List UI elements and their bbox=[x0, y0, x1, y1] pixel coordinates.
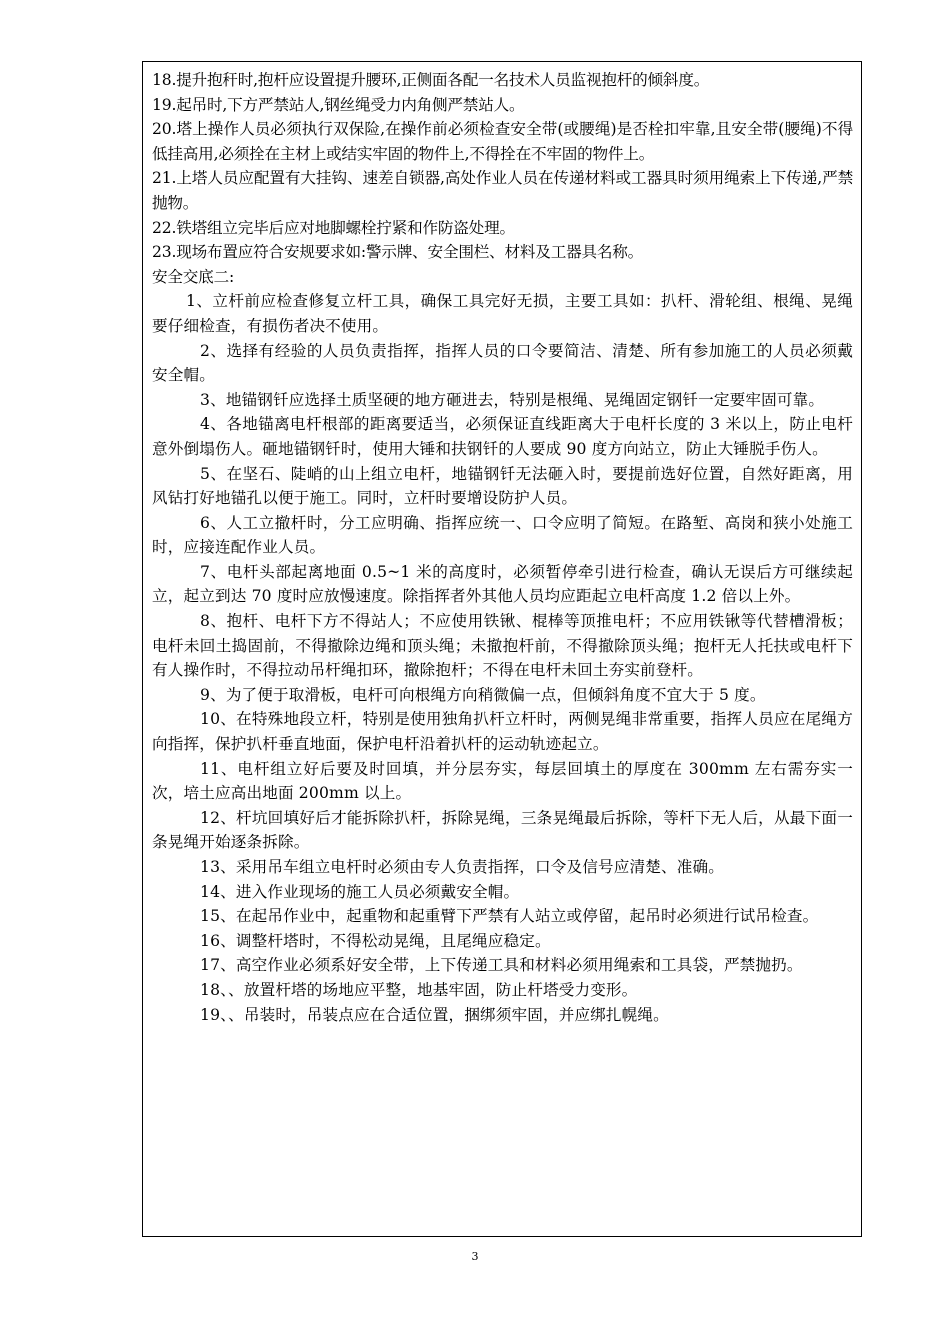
clause-18: 18.提升抱秆时,抱杆应设置提升腰环,正侧面各配一名技术人员监视抱杆的倾斜度。 bbox=[152, 71, 710, 89]
item-7: 7、电杆头部起离地面 0.5~1 米的高度时，必须暂停牵引进行检查，确认无误后方可继续起立，起立到达 70 度时应放慢速度。除指挥者外其他人员均应距起立电杆高度 1.2 倍以上外。 bbox=[152, 562, 853, 606]
item-13: 13、采用吊车组立电杆时必须由专人负责指挥，口令及信号应清楚、准确。 bbox=[200, 858, 724, 876]
clause-22: 22.铁塔组立完毕后应对地脚螺栓拧紧和作防盗处理。 bbox=[152, 218, 515, 237]
content-frame bbox=[142, 61, 862, 1237]
clause-23: 23.现场布置应符合安规要求如:警示牌、安全围栏、材料及工器具名称。 bbox=[152, 243, 644, 262]
item-2: 2、选择有经验的人员负责指挥，指挥人员的口令要简洁、清楚、所有参加施工的人员必须戴安全帽。 bbox=[152, 341, 853, 385]
item-15: 15、在起吊作业中，起重物和起重臂下严禁有人站立或停留，起吊时必须进行试吊检查。 bbox=[200, 907, 819, 926]
item-5: 5、在坚石、陡峭的山上组立电杆，地锚钢钎无法砸入时，要提前选好位置，自然好距离，用风钻打好地锚孔以便于施工。同时，立杆时要增设防护人员。 bbox=[152, 464, 853, 508]
item-6: 6、人工立撤杆时，分工应明确、指挥应统一、口令应明了简短。在路堑、高岗和狭小处施工时，应接连配作业人员。 bbox=[152, 513, 853, 557]
item-16: 16、调整杆塔时，不得松动晃绳，且尾绳应稳定。 bbox=[200, 931, 551, 950]
item-19: 19、、吊装时，吊装点应在合适位置，捆绑须牢固，并应绑扎幌绳。 bbox=[200, 1005, 669, 1024]
item-17: 17、高空作业必须系好安全带，上下传递工具和材料必须用绳索和工具袋，严禁抛扔。 bbox=[200, 956, 803, 975]
item-1: 1、立杆前应检查修复立杆工具，确保工具完好无损，主要工具如：扒杆、滑轮组、根绳、晃绳要仔细检查，有损伤者决不使用。 bbox=[152, 292, 853, 335]
clause-19: 19.起吊时,下方严禁站人,钢丝绳受力内角侧严禁站人。 bbox=[152, 95, 525, 114]
item-14: 14、进入作业现场的施工人员必须戴安全帽。 bbox=[200, 882, 520, 901]
section-heading: 安全交底二: bbox=[152, 267, 235, 286]
item-10: 10、在特殊地段立杆，特别是使用独角扒杆立杆时，两侧晃绳非常重要，指挥人员应在尾绳方向指挥，保护扒杆垂直地面，保护电杆沿着扒杆的运动轨迹起立。 bbox=[152, 710, 853, 754]
clause-21: 21.上塔人员应配置有大挂钩、速差自锁器,高处作业人员在传递材料或工器具时须用绳索上下传递,严禁抛物。 bbox=[152, 169, 853, 212]
page-number: 3 bbox=[471, 1250, 479, 1263]
item-9: 9、为了便于取滑板，电杆可向根绳方向稍微偏一点，但倾斜角度不宜大于 5 度。 bbox=[200, 685, 766, 704]
item-12: 12、杆坑回填好后才能拆除扒杆，拆除晃绳，三条晃绳最后拆除，等杆下无人后，从最下面一条晃绳开始逐条拆除。 bbox=[152, 808, 853, 852]
item-18: 18、、放置杆塔的场地应平整，地基牢固，防止杆塔受力变形。 bbox=[200, 980, 638, 999]
item-3: 3、地锚钢钎应选择土质坚硬的地方砸进去，特别是根绳、晃绳固定钢钎一定要牢固可靠。 bbox=[200, 390, 825, 409]
item-11: 11、电杆组立好后要及时回填，并分层夯实，每层回填土的厚度在 300mm 左右需夯实一次，培土应高出地面 200mm 以上。 bbox=[152, 759, 853, 803]
item-8: 8、抱杆、电杆下方不得站人；不应使用铁锹、棍棒等顶推电杆；不应用铁锹等代替槽滑板；电杆未回土捣固前，不得撤除边绳和顶头绳；未撤抱杆前，不得撤除顶头绳；抱杆无人托扶或电杆下有人操作时，不得拉动吊杆绳扣环，撤除抱杆；不得在电杆未回土夯实前登杆。 bbox=[152, 612, 853, 680]
clause-20: 20.塔上操作人员必须执行双保险,在操作前必须检查安全带(或腰绳)是否栓扣牢靠,且安全带(腰绳)不得低挂高用,必须拴在主材上或结实牢固的物件上,不得拴在不牢固的物件上。 bbox=[152, 120, 853, 163]
item-4: 4、各地锚离电杆根部的距离要适当，必须保证直线距离大于电杆长度的 3 米以上，防止电杆意外倒塌伤人。砸地锚钢钎时，使用大锤和扶钢钎的人要成 90 度方向站立，防止大锤脱手伤人。 bbox=[152, 415, 853, 458]
